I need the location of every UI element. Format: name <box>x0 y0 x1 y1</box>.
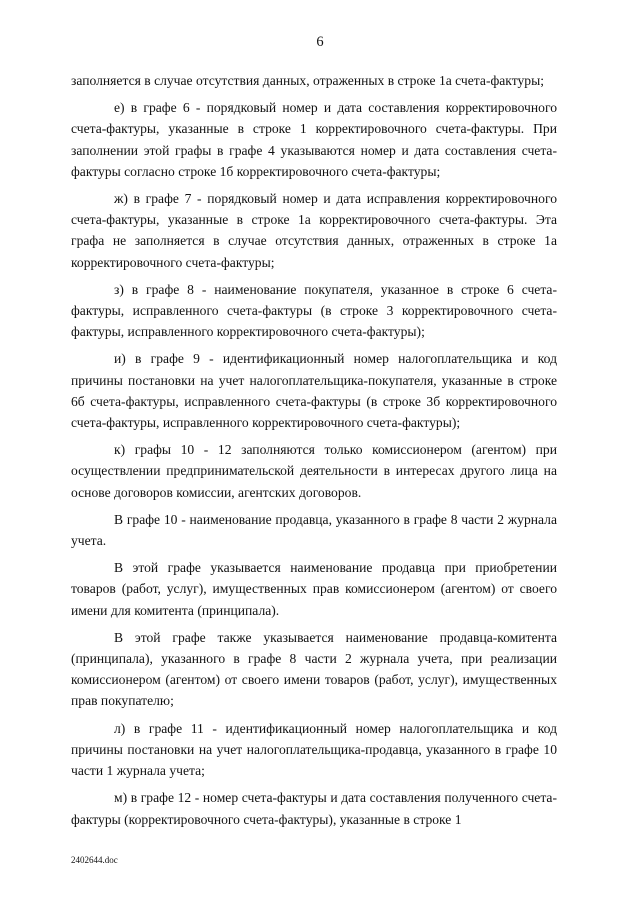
paragraph-continuation: заполняется в случае отсутствия данных, отраженных в строке 1а счета-фактуры; <box>71 73 544 88</box>
paragraph-column-10: В графе 10 - наименование продавца, указанного в графе 8 части 2 журнала учета. <box>71 511 557 549</box>
paragraph-item-z: з) в графе 8 - наименование покупателя, указанное в строке 6 счета-фактуры, исправленного счета-фактуры (в строке 3 корректировочного счета-фактуры, исправленного корректировочного счета-фактуры); <box>71 281 557 340</box>
paragraph-item-e: е) в графе 6 - порядковый номер и дата составления корректировочного счета-фактуры, указанные в строке 1 корректировочного счета-фактуры. При заполнении этой графы в графе 4 указываются номер и дата составления счета-фактуры согласно строке 1б корректировочного счета-фактуры; <box>71 100 557 179</box>
document-body <box>71 70 557 830</box>
footer-file-code: 2402644.doc <box>71 855 118 865</box>
paragraph-item-zh: ж) в графе 7 - порядковый номер и дата исправления корректировочного счета-фактуры, указанные в строке 1а корректировочного счета-фактуры. Эта графа не заполняется в случае отсутствия данных, отраженных в строке 1а корректировочного счета-фактуры; <box>71 191 557 270</box>
paragraph-item-m: м) в графе 12 - номер счета-фактуры и дата составления полученного счета-фактуры (корректировочного счета-фактуры), указанные в строке 1 <box>71 790 557 827</box>
page-number: 6 <box>316 34 324 50</box>
paragraph-item-i: и) в графе 9 - идентификационный номер налогоплательщика и код причины постановки на учет налогоплательщика-покупателя, указанные в строке 6б счета-фактуры, исправленного счета-фактуры (в строке 3б корректировочного счета-фактуры, исправленного корректировочного счета-фактуры); <box>71 351 557 431</box>
paragraph-item-l: л) в графе 11 - идентификационный номер налогоплательщика и код причины постановки на учет налогоплательщика-продавца, указанного в графе 10 части 1 журнала учета; <box>71 720 557 779</box>
paragraph-item-k: к) графы 10 - 12 заполняются только комиссионером (агентом) при осуществлении предпринимательской деятельности в интересах другого лица на основе договоров комиссии, агентских договоров. <box>71 442 557 500</box>
paragraph-column-10-sale: В этой графе также указывается наименование продавца-комитента (принципала), указанного в графе 8 части 2 журнала учета, при реализации комиссионером (агентом) от своего имени товаров (работ, услуг), имущественных прав покупателю; <box>71 629 557 709</box>
paragraph-column-10-purchase: В этой графе указывается наименование продавца при приобретении товаров (работ, услуг), имущественных прав комиссионером (агентом) от своего имени для комитента (принципала). <box>71 560 557 618</box>
